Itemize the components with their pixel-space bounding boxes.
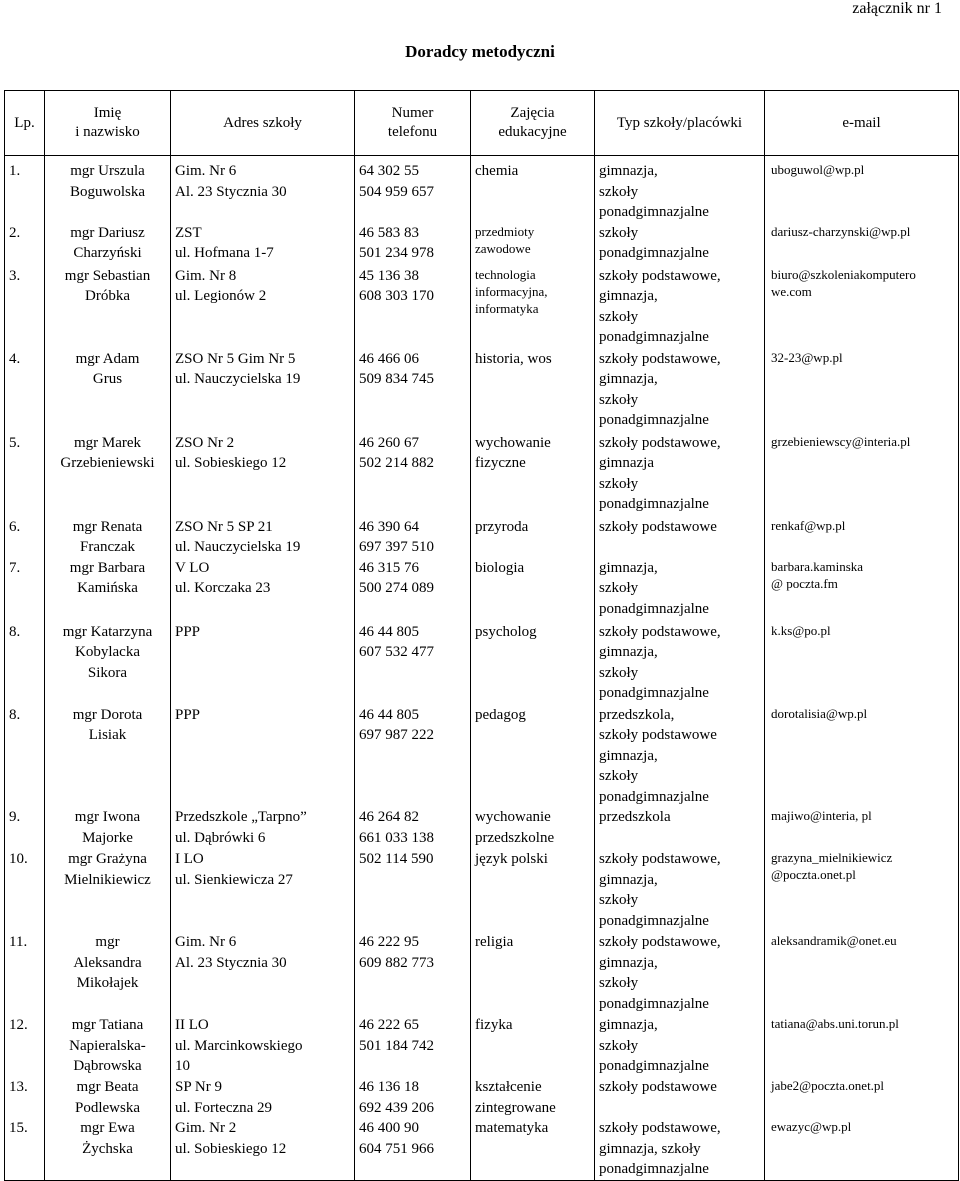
cell-subject: przyroda: [471, 517, 595, 558]
cell-type: szkoły podstawowe, gimnazja, szkoły ponadgimnazjalne: [595, 1118, 765, 1180]
cell-type: gimnazja, szkoły ponadgimnazjalne: [595, 558, 765, 622]
cell-address: V LO ul. Korczaka 23: [171, 558, 355, 622]
cell-lp: 10.: [5, 849, 45, 932]
cell-subject: psycholog: [471, 622, 595, 705]
cell-lp: 11.: [5, 932, 45, 1015]
cell-lp: 9.: [5, 807, 45, 849]
page-title: Doradcy metodyczni: [405, 42, 555, 61]
cell-name: mgr Grażyna Mielnikiewicz: [45, 849, 171, 932]
cell-phone: 46 260 67 502 214 882: [355, 433, 471, 517]
cell-address: ZST ul. Hofmana 1-7: [171, 223, 355, 266]
cell-lp: 3.: [5, 266, 45, 349]
table-header-row: [5, 91, 959, 156]
cell-type: szkoły podstawowe, gimnazja, szkoły ponadgimnazjalne: [595, 266, 765, 349]
cell-name: mgr Sebastian Dróbka: [45, 266, 171, 349]
cell-email: dorotalisia@wp.pl: [765, 705, 959, 808]
cell-subject: fizyka: [471, 1015, 595, 1077]
cell-lp: 2.: [5, 223, 45, 266]
table-row: [5, 849, 959, 932]
cell-type: przedszkola: [595, 807, 765, 849]
cell-phone: 46 222 65 501 184 742: [355, 1015, 471, 1077]
cell-type: szkoły podstawowe, gimnazja, szkoły ponadgimnazjalne: [595, 622, 765, 705]
cell-address: Gim. Nr 8 ul. Legionów 2: [171, 266, 355, 349]
cell-email: biuro@szkoleniakomputero we.com: [765, 266, 959, 349]
cell-type: szkoły podstawowe: [595, 1077, 765, 1118]
header-lp: Lp.: [5, 91, 45, 156]
cell-phone: 45 136 38 608 303 170: [355, 266, 471, 349]
cell-subject: język polski: [471, 849, 595, 932]
cell-address: ZSO Nr 2 ul. Sobieskiego 12: [171, 433, 355, 517]
cell-name: mgr Renata Franczak: [45, 517, 171, 558]
cell-subject: wychowanie przedszkolne: [471, 807, 595, 849]
cell-subject: religia: [471, 932, 595, 1015]
cell-lp: 12.: [5, 1015, 45, 1077]
cell-lp: 15.: [5, 1118, 45, 1180]
table-row: [5, 1118, 959, 1180]
table-row: [5, 517, 959, 558]
cell-subject: przedmioty zawodowe: [471, 223, 595, 266]
table-row: [5, 558, 959, 622]
cell-phone: 502 114 590: [355, 849, 471, 932]
cell-phone: 46 583 83 501 234 978: [355, 223, 471, 266]
header-name: Imię i nazwisko: [45, 91, 171, 156]
cell-phone: 46 44 805 697 987 222: [355, 705, 471, 808]
cell-type: gimnazja, szkoły ponadgimnazjalne: [595, 156, 765, 223]
cell-subject: wychowanie fizyczne: [471, 433, 595, 517]
cell-name: mgr Iwona Majorke: [45, 807, 171, 849]
cell-phone: 46 466 06 509 834 745: [355, 349, 471, 433]
header-phone: Numer telefonu: [355, 91, 471, 156]
cell-email: majiwo@interia, pl: [765, 807, 959, 849]
cell-address: I LO ul. Sienkiewicza 27: [171, 849, 355, 932]
table-row: [5, 349, 959, 433]
cell-subject: technologia informacyjna, informatyka: [471, 266, 595, 349]
table-row: [5, 1077, 959, 1118]
cell-email: aleksandramik@onet.eu: [765, 932, 959, 1015]
cell-email: grazyna_mielnikiewicz @poczta.onet.pl: [765, 849, 959, 932]
cell-email: barbara.kaminska @ poczta.fm: [765, 558, 959, 622]
cell-subject: historia, wos: [471, 349, 595, 433]
cell-email: uboguwol@wp.pl: [765, 156, 959, 223]
header-address: Adres szkoły: [171, 91, 355, 156]
cell-lp: 4.: [5, 349, 45, 433]
table-row: [5, 1015, 959, 1077]
cell-type: szkoły podstawowe, gimnazja, szkoły ponadgimnazjalne: [595, 849, 765, 932]
cell-subject: biologia: [471, 558, 595, 622]
cell-address: II LO ul. Marcinkowskiego 10: [171, 1015, 355, 1077]
cell-email: dariusz-charzynski@wp.pl: [765, 223, 959, 266]
annex-label: załącznik nr 1: [852, 0, 942, 17]
cell-name: mgr Ewa Żychska: [45, 1118, 171, 1180]
table-row: [5, 932, 959, 1015]
header-type: Typ szkoły/placówki: [595, 91, 765, 156]
cell-email: renkaf@wp.pl: [765, 517, 959, 558]
cell-address: PPP: [171, 622, 355, 705]
cell-email: k.ks@po.pl: [765, 622, 959, 705]
cell-phone: 46 136 18 692 439 206: [355, 1077, 471, 1118]
cell-name: mgr Barbara Kamińska: [45, 558, 171, 622]
cell-subject: pedagog: [471, 705, 595, 808]
cell-phone: 46 44 805 607 532 477: [355, 622, 471, 705]
cell-type: przedszkola, szkoły podstawowe gimnazja, szkoły ponadgimnazjalne: [595, 705, 765, 808]
cell-address: Gim. Nr 6 Al. 23 Stycznia 30: [171, 932, 355, 1015]
cell-name: mgr Beata Podlewska: [45, 1077, 171, 1118]
table-row: [5, 266, 959, 349]
table-row: [5, 705, 959, 808]
cell-address: ZSO Nr 5 SP 21 ul. Nauczycielska 19: [171, 517, 355, 558]
cell-name: mgr Aleksandra Mikołajek: [45, 932, 171, 1015]
cell-lp: 7.: [5, 558, 45, 622]
cell-lp: 6.: [5, 517, 45, 558]
cell-name: mgr Dariusz Charzyński: [45, 223, 171, 266]
cell-subject: matematyka: [471, 1118, 595, 1180]
cell-lp: 8.: [5, 705, 45, 808]
cell-name: mgr Urszula Boguwolska: [45, 156, 171, 223]
cell-name: mgr Dorota Lisiak: [45, 705, 171, 808]
cell-type: gimnazja, szkoły ponadgimnazjalne: [595, 1015, 765, 1077]
cell-subject: chemia: [471, 156, 595, 223]
cell-email: 32-23@wp.pl: [765, 349, 959, 433]
cell-name: mgr Marek Grzebieniewski: [45, 433, 171, 517]
cell-phone: 46 222 95 609 882 773: [355, 932, 471, 1015]
cell-lp: 1.: [5, 156, 45, 223]
cell-lp: 5.: [5, 433, 45, 517]
cell-address: Przedszkole „Tarpno” ul. Dąbrówki 6: [171, 807, 355, 849]
table-row: [5, 622, 959, 705]
cell-name: mgr Adam Grus: [45, 349, 171, 433]
cell-type: szkoły podstawowe, gimnazja, szkoły ponadgimnazjalne: [595, 932, 765, 1015]
cell-type: szkoły ponadgimnazjalne: [595, 223, 765, 266]
cell-lp: 8.: [5, 622, 45, 705]
header-subject: Zajęcia edukacyjne: [471, 91, 595, 156]
cell-phone: 64 302 55 504 959 657: [355, 156, 471, 223]
cell-email: jabe2@poczta.onet.pl: [765, 1077, 959, 1118]
cell-address: PPP: [171, 705, 355, 808]
cell-address: SP Nr 9 ul. Forteczna 29: [171, 1077, 355, 1118]
advisors-table: [4, 90, 959, 1181]
table-row: [5, 156, 959, 223]
cell-name: mgr Katarzyna Kobylacka Sikora: [45, 622, 171, 705]
cell-type: szkoły podstawowe: [595, 517, 765, 558]
cell-name: mgr Tatiana Napieralska- Dąbrowska: [45, 1015, 171, 1077]
cell-phone: 46 264 82 661 033 138: [355, 807, 471, 849]
cell-address: ZSO Nr 5 Gim Nr 5 ul. Nauczycielska 19: [171, 349, 355, 433]
table-row: [5, 223, 959, 266]
cell-phone: 46 390 64 697 397 510: [355, 517, 471, 558]
cell-address: Gim. Nr 6 Al. 23 Stycznia 30: [171, 156, 355, 223]
cell-phone: 46 400 90 604 751 966: [355, 1118, 471, 1180]
cell-address: Gim. Nr 2 ul. Sobieskiego 12: [171, 1118, 355, 1180]
header-email: e-mail: [765, 91, 959, 156]
cell-subject: kształcenie zintegrowane: [471, 1077, 595, 1118]
cell-phone: 46 315 76 500 274 089: [355, 558, 471, 622]
cell-type: szkoły podstawowe, gimnazja, szkoły ponadgimnazjalne: [595, 349, 765, 433]
cell-email: grzebieniewscy@interia.pl: [765, 433, 959, 517]
cell-lp: 13.: [5, 1077, 45, 1118]
table-row: [5, 433, 959, 517]
table-row: [5, 807, 959, 849]
cell-email: ewazyc@wp.pl: [765, 1118, 959, 1180]
cell-type: szkoły podstawowe, gimnazja szkoły ponadgimnazjalne: [595, 433, 765, 517]
cell-email: tatiana@abs.uni.torun.pl: [765, 1015, 959, 1077]
